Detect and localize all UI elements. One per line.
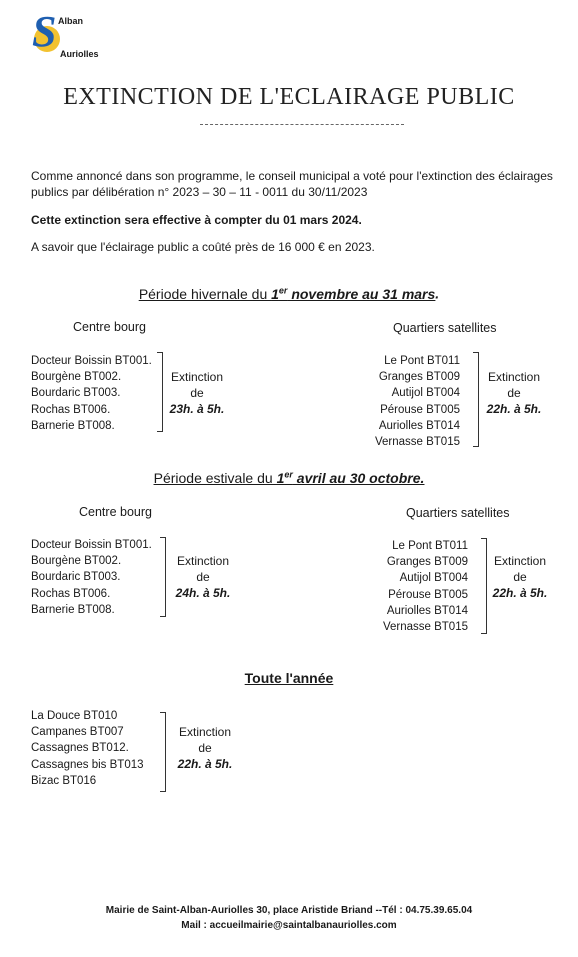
list-item: Cassagnes bis BT013: [31, 758, 144, 771]
winter-right-time: 22h. à 5h.: [486, 402, 542, 416]
list-item: Barnerie BT008.: [31, 419, 115, 432]
municipality-logo: [28, 8, 98, 64]
list-item: Barnerie BT008.: [31, 603, 115, 616]
summer-left-heading: Centre bourg: [79, 505, 152, 519]
list-item: Vernasse BT015: [374, 436, 460, 449]
summer-right-list: [368, 538, 468, 635]
summer-right-extinction: Extinction de 22h. à 5h.: [475, 553, 565, 601]
list-item: Docteur Boissin BT001.: [31, 539, 152, 551]
list-item: Rochas BT006.: [31, 587, 111, 600]
winter-right-extinction: Extinction de 22h. à 5h.: [469, 369, 559, 417]
logo-text-auriolles: Auriolles: [60, 49, 99, 59]
winter-left-heading: Centre bourg: [73, 320, 146, 334]
title-divider: [200, 124, 404, 125]
year-round-heading: Toute l'année: [244, 670, 334, 686]
list-item: La Douce BT010: [31, 710, 118, 722]
page-title: EXTINCTION DE L'ECLAIRAGE PUBLIC: [63, 84, 515, 110]
cost-note: A savoir que l'éclairage public a coûté près de 16 000 € en 2023.: [31, 240, 375, 254]
list-item: Rochas BT006.: [31, 403, 111, 416]
year-extinction: Extinction de 22h. à 5h.: [160, 724, 250, 772]
list-item: Bourdaric BT003.: [31, 571, 121, 584]
winter-left-time: 23h. à 5h.: [169, 402, 225, 416]
summer-left-time: 24h. à 5h.: [175, 586, 231, 600]
list-item: Docteur Boissin BT001.: [31, 355, 152, 367]
effective-date-note: Cette extinction sera effective à compter du 01 mars 2024.: [31, 213, 362, 227]
winter-right-list: [360, 353, 460, 450]
winter-right-heading: Quartiers satellites: [393, 321, 497, 335]
list-item: Bourgène BT002.: [31, 555, 122, 568]
list-item: Autijol BT004: [399, 572, 468, 585]
list-item: Pérouse BT005: [380, 403, 460, 416]
year-time: 22h. à 5h.: [177, 757, 233, 771]
list-item: Auriolles BT014: [386, 604, 468, 617]
winter-left-extinction: Extinction de 23h. à 5h.: [152, 369, 242, 417]
list-item: Pérouse BT005: [388, 588, 468, 601]
list-item: Le Pont BT011: [384, 355, 460, 367]
winter-period-heading: Période hivernale du 1er novembre au 31 mars.: [138, 285, 440, 302]
list-item: Le Pont BT011: [392, 540, 468, 552]
list-item: Bizac BT016: [31, 774, 97, 787]
summer-right-time: 22h. à 5h.: [492, 586, 548, 600]
list-item: Campanes BT007: [31, 726, 124, 739]
year-list: [31, 708, 144, 789]
list-item: Autijol BT004: [391, 387, 460, 400]
summer-right-heading: Quartiers satellites: [406, 506, 510, 520]
summer-left-list: [31, 537, 152, 618]
winter-left-list: [31, 353, 152, 434]
list-item: Bourgène BT002.: [31, 371, 122, 384]
list-item: Vernasse BT015: [382, 621, 468, 634]
logo-s-letter: S: [32, 7, 57, 56]
logo-text-alban: Alban: [58, 16, 84, 26]
summer-left-extinction: Extinction de 24h. à 5h.: [158, 553, 248, 601]
footer-address: Mairie de Saint-Alban-Auriolles 30, place Aristide Briand --Tél : 04.75.39.65.04: [105, 905, 473, 916]
list-item: Granges BT009: [378, 371, 460, 384]
footer-email: Mail : accueilmairie@saintalbanauriolles.com: [181, 920, 397, 931]
list-item: Cassagnes BT012.: [31, 742, 129, 755]
list-item: Bourdaric BT003.: [31, 387, 121, 400]
list-item: Auriolles BT014: [378, 419, 460, 432]
list-item: Granges BT009: [386, 556, 468, 569]
summer-period-heading: Période estivale du 1er avril au 30 octobre.: [153, 469, 425, 486]
intro-paragraph: Comme annoncé dans son programme, le conseil municipal a voté pour l'extinction des éclairages publics par délibération n° 2023 – 30 – 11 - 0011 du 30/11/2023: [31, 169, 553, 199]
